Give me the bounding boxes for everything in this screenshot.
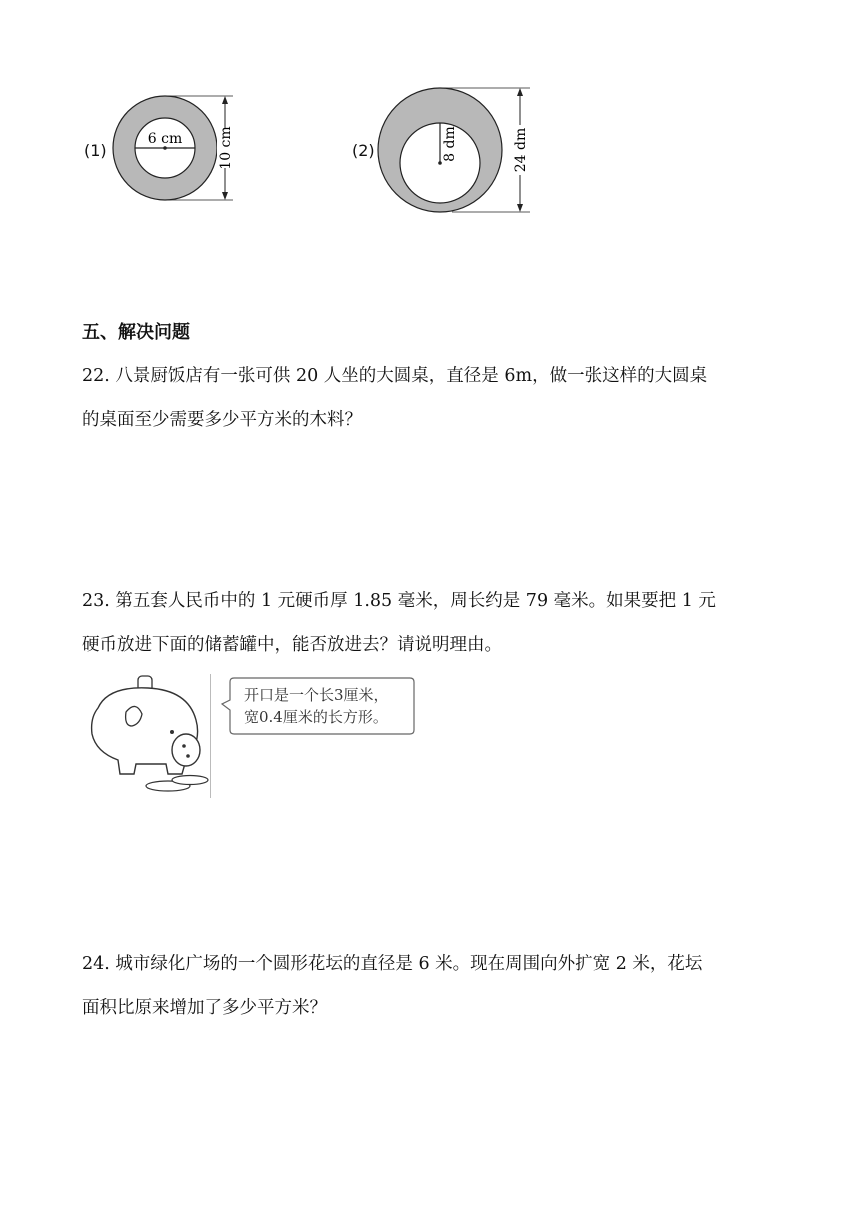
question-22-line-2: 的桌面至少需要多少平方米的木料？	[82, 410, 362, 430]
figure-1-label: (1)	[84, 141, 107, 160]
bubble-line-2: 宽0.4厘米的长方形。	[244, 708, 388, 726]
coin-on-ground	[172, 776, 208, 785]
figure-2-label: (2)	[352, 141, 375, 160]
annulus-figure-1	[105, 88, 265, 208]
pig-nostril	[186, 754, 190, 758]
outer-diameter-label: 24 dm	[513, 127, 529, 173]
arrow-up	[222, 96, 228, 104]
arrow-down	[517, 204, 523, 212]
question-23-line-2: 硬币放进下面的储蓄罐中，能否放进去？请说明理由。	[82, 635, 502, 655]
question-22-line-1: 22. 八景厨饭店有一张可供 20 人坐的大圆桌，直径是 6m，做一张这样的大圆桌	[82, 366, 708, 386]
pig-snout	[172, 734, 200, 766]
section-title: 五、解决问题	[82, 322, 190, 343]
bubble-line-1: 开口是一个长3厘米，	[244, 686, 389, 704]
question-24-line-2: 面积比原来增加了多少平方米？	[82, 998, 327, 1018]
pig-eye	[170, 730, 174, 734]
piggy-bank-illustration	[78, 668, 218, 798]
pig-nostril	[182, 744, 186, 748]
annulus-figure-2	[372, 80, 542, 220]
inner-radius-label: 8 dm	[442, 126, 458, 162]
outer-diameter-label: 10 cm	[218, 126, 234, 170]
question-23-line-1: 23. 第五套人民币中的 1 元硬币厚 1.85 毫米，周长约是 79 毫米。如果要把 1 元	[82, 591, 716, 611]
arrow-up	[517, 88, 523, 96]
arrow-down	[222, 192, 228, 200]
divider-line	[210, 674, 211, 798]
inner-diameter-label: 6 cm	[147, 131, 183, 147]
question-24-line-1: 24. 城市绿化广场的一个圆形花坛的直径是 6 米。现在周围向外扩宽 2 米，花坛	[82, 954, 703, 974]
